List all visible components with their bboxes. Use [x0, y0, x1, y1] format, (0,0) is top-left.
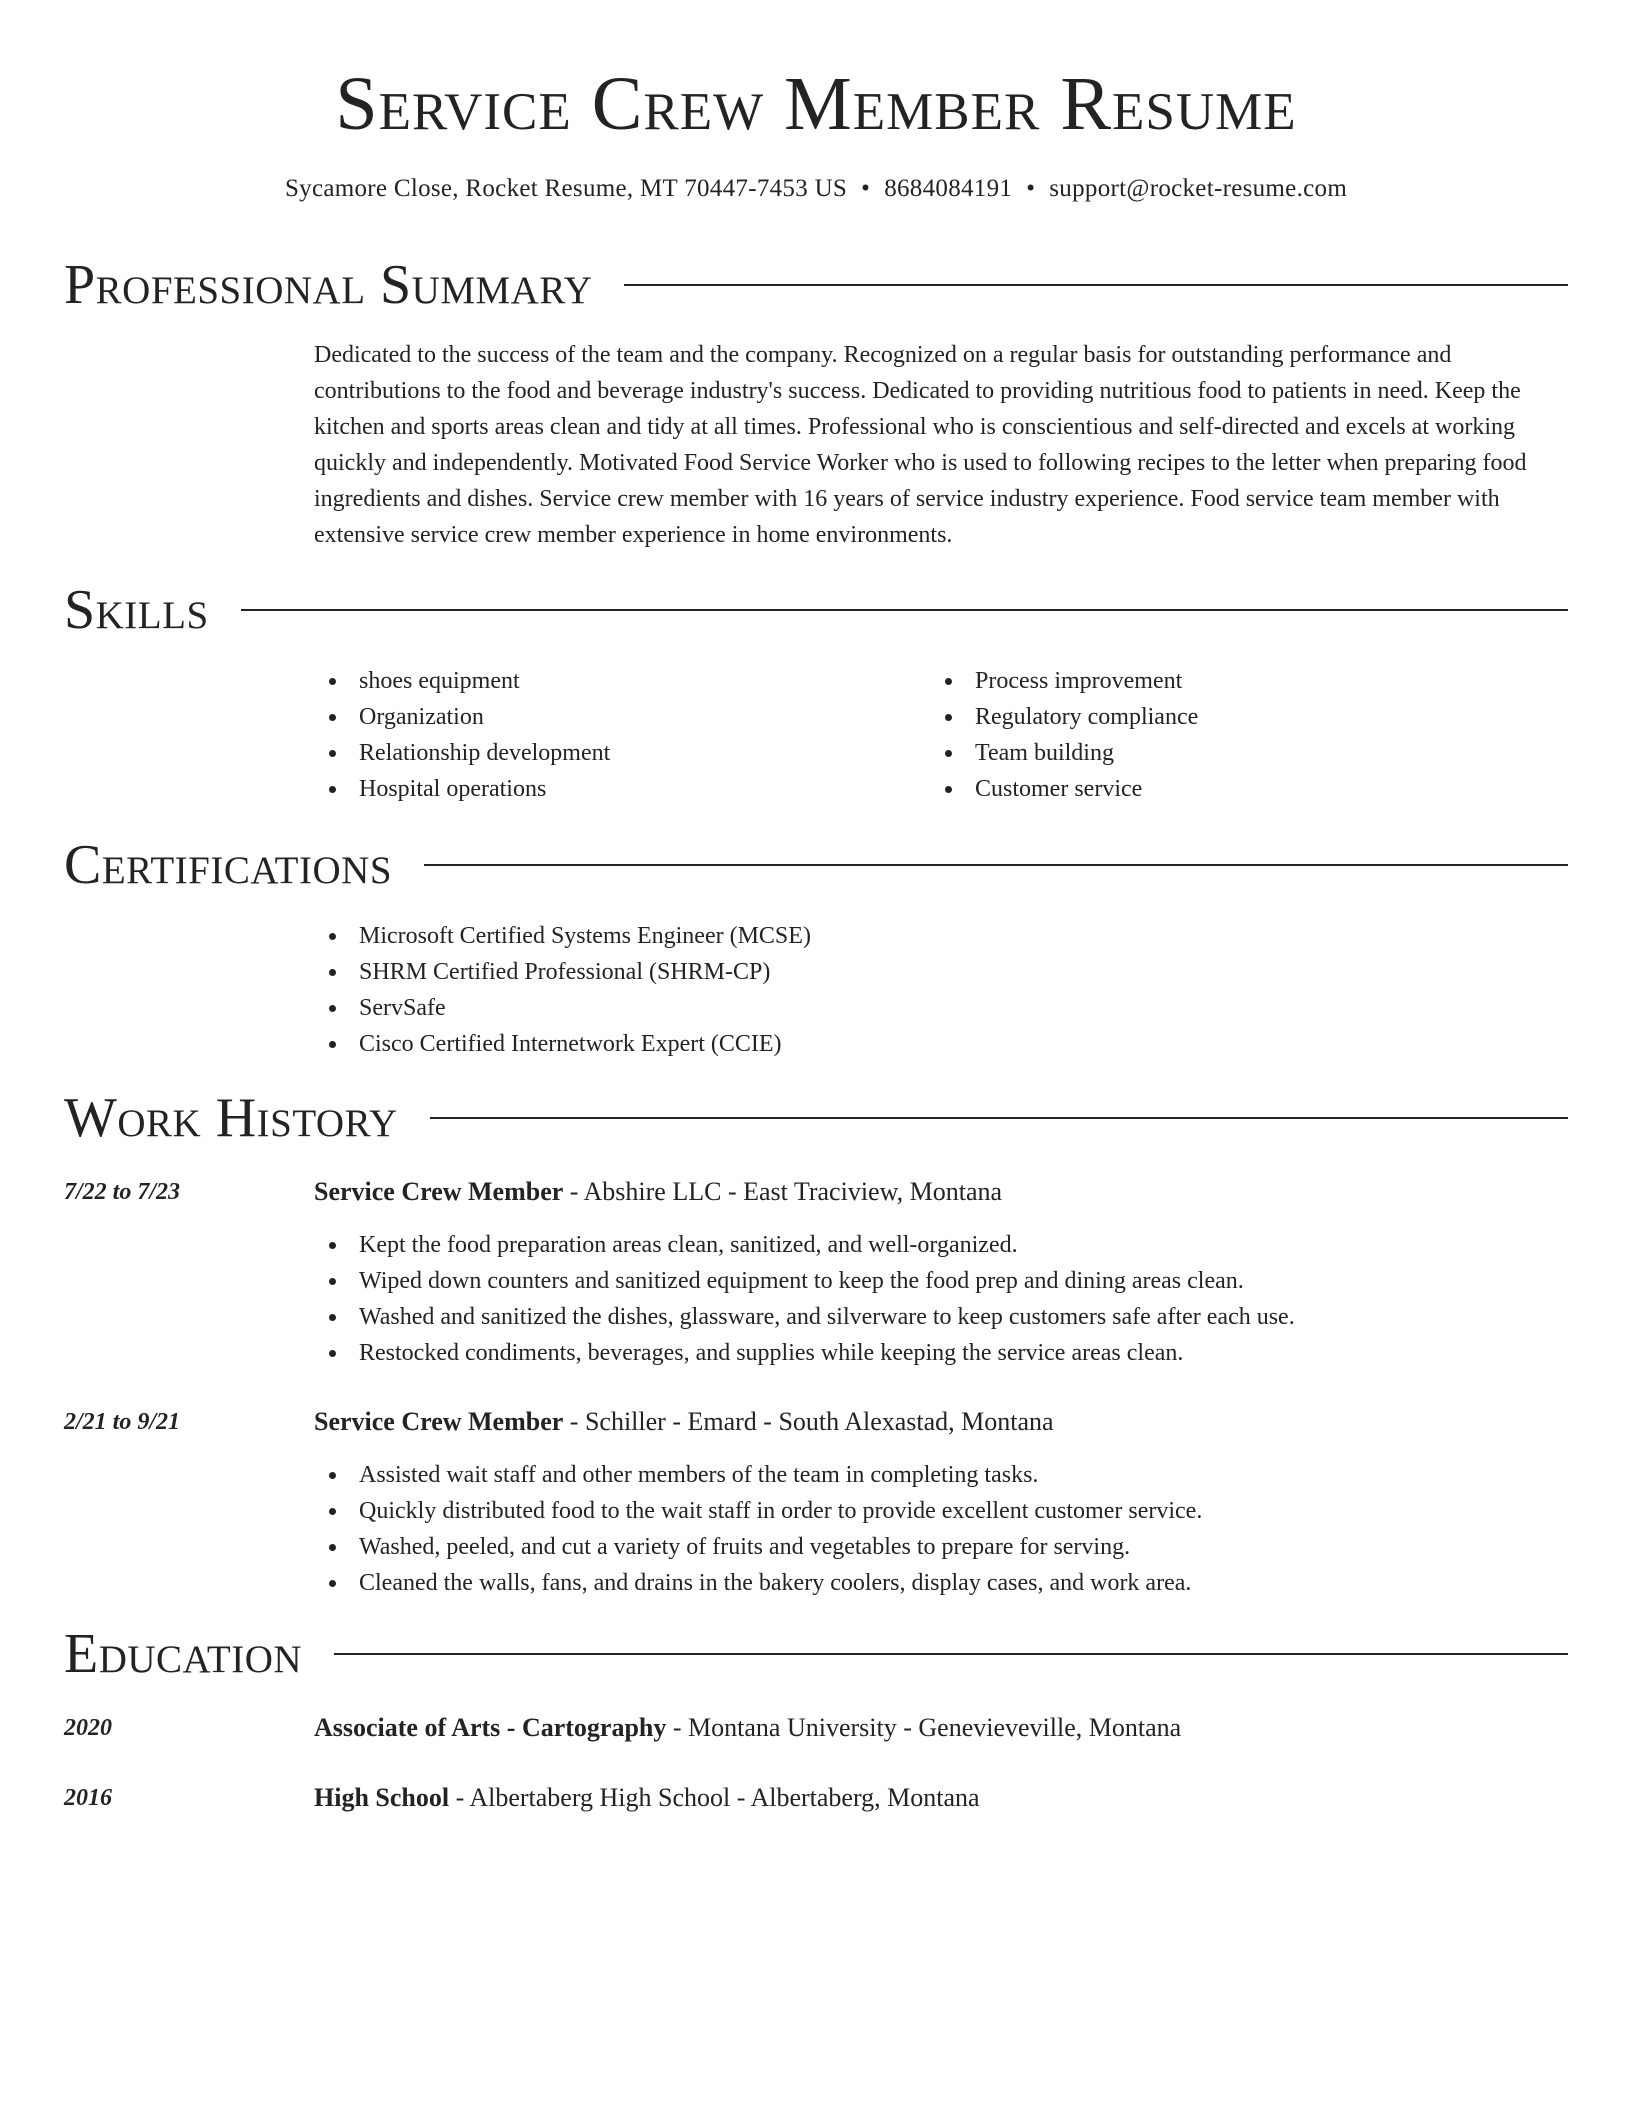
work-entry-header [314, 1174, 1002, 1210]
education-date: 2016 [64, 1785, 112, 1811]
summary-text: Dedicated to the success of the team and the company. Recognized on a regular basis for outstanding performance and contributions to the food and beverage industry's success. Dedicated to providing nutritious food to patients in need. Keep the kitchen and sports areas clean and tidy at all times. Professional who is conscientious and self-directed and excels at working quickly and independently. Motivated Food Service Worker who is used to following recipes to the letter when preparing food ingredients and dishes. Service crew member with 16 years of service industry experience. Food service team member with extensive service crew member experience in home environments. [314, 342, 1527, 548]
work-duty-item: Assisted wait staff and other members of the team in completing tasks. [314, 1457, 1202, 1493]
work-duty-item: Kept the food preparation areas clean, sanitized, and well-organized. [314, 1227, 1295, 1263]
work-date: 7/22 to 7/23 [64, 1179, 181, 1205]
education-school: - Montana University - Genevieveville, Montana [666, 1713, 1182, 1742]
skills-list-right [930, 663, 1198, 807]
section-divider [241, 609, 1568, 611]
section-divider [624, 284, 1568, 286]
work-role: Service Crew Member [314, 1407, 564, 1436]
skill-item: shoes equipment [314, 663, 610, 699]
skill-item: Organization [314, 699, 610, 735]
work-duty-item: Quickly distributed food to the wait staff in order to provide excellent customer service. [314, 1493, 1202, 1529]
work-duties-list [314, 1227, 1295, 1371]
certifications-heading: Certifications [64, 834, 393, 896]
work-entry-header [314, 1404, 1054, 1440]
education-section-header [64, 1624, 1568, 1684]
work-date: 2/21 to 9/21 [64, 1409, 181, 1435]
skills-section-header [64, 580, 1568, 640]
certification-item: ServSafe [314, 990, 811, 1026]
certification-item: Microsoft Certified Systems Engineer (MCSE) [314, 918, 811, 954]
education-entry-header [314, 1710, 1181, 1746]
contact-phone: 8684084191 [884, 175, 1013, 202]
education-entry-header [314, 1780, 980, 1816]
education-degree: High School [314, 1783, 450, 1812]
skill-item: Customer service [930, 771, 1198, 807]
section-divider [430, 1117, 1568, 1119]
skills-list-left [314, 663, 610, 807]
certification-item: SHRM Certified Professional (SHRM-CP) [314, 954, 811, 990]
resume-title: Service Crew Member Resume [335, 62, 1297, 146]
work-duty-item: Wiped down counters and sanitized equipment to keep the food prep and dining areas clean. [314, 1263, 1295, 1299]
work-section-header [64, 1088, 1568, 1148]
summary-heading: Professional Summary [64, 254, 593, 316]
work-employer: - Abshire LLC - East Traciview, Montana [563, 1177, 1003, 1206]
summary-section-header [64, 255, 1568, 315]
skill-item: Hospital operations [314, 771, 610, 807]
work-heading: Work History [64, 1087, 398, 1149]
work-duty-item: Cleaned the walls, fans, and drains in the bakery coolers, display cases, and work area. [314, 1565, 1202, 1601]
education-date: 2020 [64, 1715, 112, 1741]
certification-item: Cisco Certified Internetwork Expert (CCIE) [314, 1026, 811, 1062]
skill-item: Regulatory compliance [930, 699, 1198, 735]
contact-address: Sycamore Close, Rocket Resume, MT 70447-7453 US [284, 175, 848, 202]
certifications-list [314, 918, 811, 1062]
education-heading: Education [64, 1623, 303, 1685]
work-duty-item: Washed and sanitized the dishes, glassware, and silverware to keep customers safe after each use. [314, 1299, 1295, 1335]
education-school: - Albertaberg High School - Albertaberg, Montana [449, 1783, 980, 1812]
contact-line [0, 174, 1632, 204]
contact-separator: • [861, 175, 871, 202]
education-degree: Associate of Arts - Cartography [314, 1713, 667, 1742]
work-duty-item: Washed, peeled, and cut a variety of fruits and vegetables to prepare for serving. [314, 1529, 1202, 1565]
skill-item: Process improvement [930, 663, 1198, 699]
work-role: Service Crew Member [314, 1177, 564, 1206]
skill-item: Team building [930, 735, 1198, 771]
section-divider [424, 864, 1568, 866]
work-duty-item: Restocked condiments, beverages, and supplies while keeping the service areas clean. [314, 1335, 1295, 1371]
skill-item: Relationship development [314, 735, 610, 771]
work-duties-list [314, 1457, 1202, 1601]
certifications-section-header [64, 835, 1568, 895]
contact-email: support@rocket-resume.com [1049, 175, 1348, 202]
skills-heading: Skills [64, 579, 209, 641]
contact-separator: • [1026, 175, 1036, 202]
section-divider [334, 1653, 1568, 1655]
work-employer: - Schiller - Emard - South Alexastad, Montana [563, 1407, 1054, 1436]
